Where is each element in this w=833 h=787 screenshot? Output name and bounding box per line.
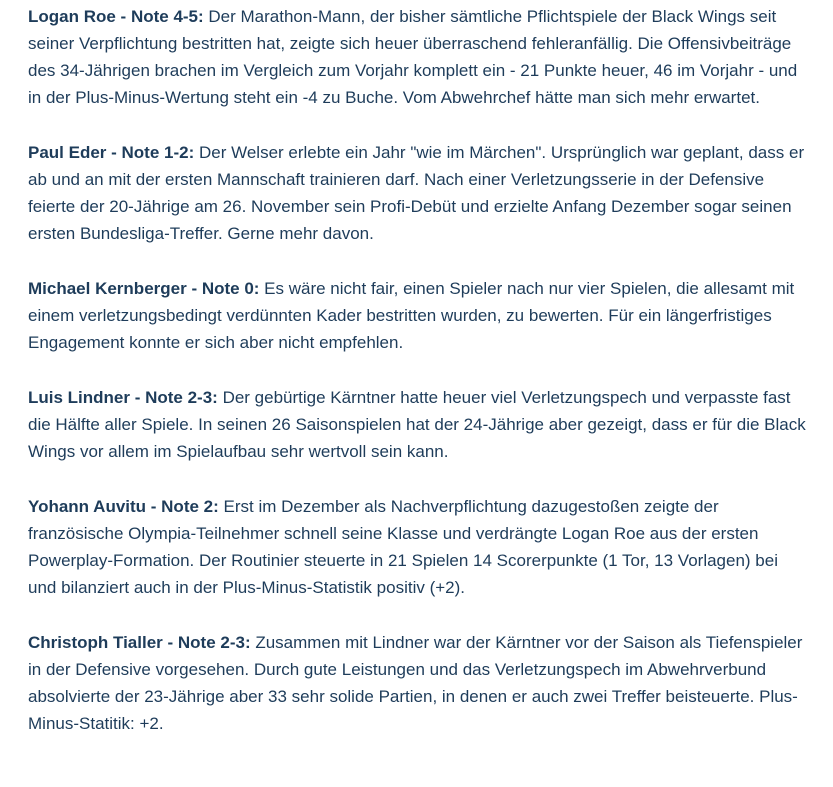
player-rating-paragraph [28,139,806,247]
rating-text: Der Marathon-Mann, der bisher sämtliche Pflichtspiele der Black Wings seit seiner Verpflichtung bestritten hat, zeigte sich heuer überraschend fehleranfällig. Die Offensivbeiträge des 34-Jährigen brachen im Vergleich zum Vorjahr komplett ein - 21 Punkte heuer, 46 im Vorjahr - und in der Plus-Minus-Wertung steht ein -4 zu Buche. Vom Abwehrchef hätte man sich mehr erwartet. [28,7,798,107]
player-name-grade: Luis Lindner - Note 2-3: [28,388,218,407]
rating-text: Erst im Dezember als Nachverpflichtung dazugestoßen zeigte der französische Olympia-Teilnehmer schnell seine Klasse und verdrängte Logan Roe aus der ersten Powerplay-Formation. Der Routinier steuerte in 21 Spielen 14 Scorerpunkte (1 Tor, 13 Vorlagen) bei und bilanziert auch in der Plus-Minus-Statistik positiv (+2). [28,497,778,597]
player-name-grade: Paul Eder - Note 1-2: [28,143,195,162]
rating-text: Der Welser erlebte ein Jahr "wie im Märchen". Ursprünglich war geplant, dass er ab und an mit der ersten Mannschaft trainieren darf. Nach einer Verletzungsserie in der Defensive feierte der 20-Jährige am 26. November sein Profi-Debüt und erzielte Anfang Dezember sogar seinen ersten Bundesliga-Treffer. Gerne mehr davon. [28,143,805,243]
player-name-grade: Yohann Auvitu - Note 2: [28,497,219,516]
player-rating-paragraph [28,275,806,356]
rating-text: Der gebürtige Kärntner hatte heuer viel Verletzungspech und verpasste fast die Hälfte aller Spiele. In seinen 26 Saisonspielen hat der 24-Jährige aber gezeigt, dass er für die Black Wings vor allem im Spielaufbau sehr wertvoll sein kann. [28,388,806,461]
player-rating-paragraph [28,3,806,111]
rating-text: Es wäre nicht fair, einen Spieler nach nur vier Spielen, die allesamt mit einem verletzungsbedingt verdünnten Kader bestritten wurden, zu bewerten. Für ein längerfristiges Engagement konnte er sich aber nicht empfehlen. [28,279,795,352]
rating-text: Zusammen mit Lindner war der Kärntner vor der Saison als Tiefenspieler in der Defensive vorgesehen. Durch gute Leistungen und das Verletzungspech im Abwehrverbund absolvierte der 23-Jährige aber 33 sehr solide Partien, in denen er auch zwei Treffer beisteuerte. Plus-Minus-Statitik: +2. [28,633,803,733]
player-rating-paragraph [28,493,806,601]
player-rating-paragraph [28,629,806,737]
player-name-grade: Christoph Tialler - Note 2-3: [28,633,251,652]
player-name-grade: Logan Roe - Note 4-5: [28,7,204,26]
player-rating-paragraph [28,384,806,465]
player-name-grade: Michael Kernberger - Note 0: [28,279,260,298]
